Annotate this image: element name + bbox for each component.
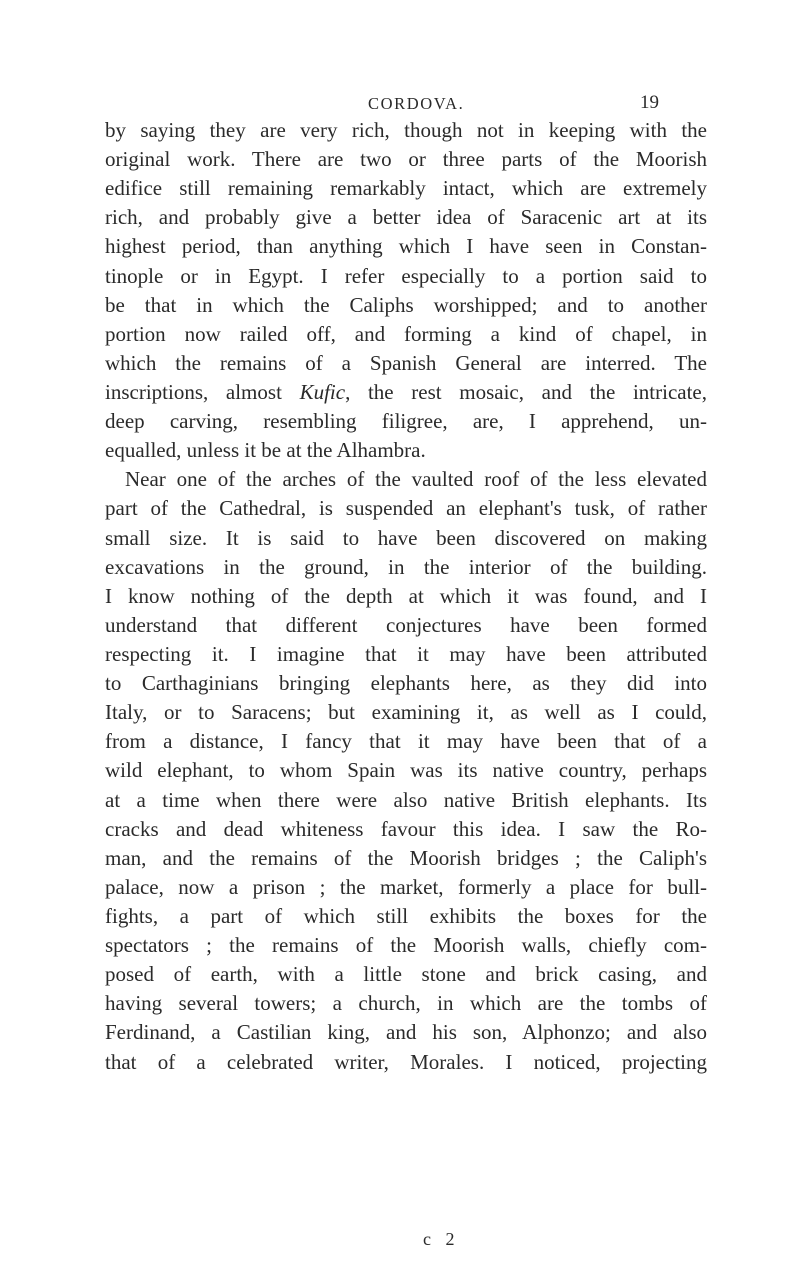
text-line: part of the Cathedral, is suspended an elephant's tusk, of rather bbox=[105, 496, 707, 521]
text-line: respecting it. I imagine that it may have been attributed bbox=[105, 641, 707, 666]
text-line: by saying they are very rich, though not in keeping with the bbox=[105, 118, 707, 142]
text-line: man, and the remains of the Moorish bridges ; the Caliph's bbox=[105, 845, 707, 870]
text-line: equalled, unless it be at the Alhambra. bbox=[105, 438, 426, 463]
text-line: tinople or in Egypt. I refer especially to a portion said to bbox=[105, 263, 707, 288]
text-line: wild elephant, to whom Spain was its native country, perhaps bbox=[105, 758, 707, 783]
text-line: edifice still remaining remarkably intact, which are extremely bbox=[105, 176, 707, 201]
body-text bbox=[105, 116, 707, 1077]
text-line: that of a celebrated writer, Morales. I noticed, projecting bbox=[105, 1049, 707, 1074]
paragraph-start: Near one of the arches of the vaulted roof of the less elevated bbox=[125, 467, 707, 492]
page-number: 19 bbox=[640, 92, 659, 113]
text-line-kufic: inscriptions, almost Kufic, the rest mosaic, and the intricate, bbox=[105, 379, 707, 404]
text-line: which the remains of a Spanish General are interred. The bbox=[105, 350, 707, 375]
running-head: CORDOVA. bbox=[368, 94, 465, 113]
text-line: palace, now a prison ; the market, formerly a place for bull- bbox=[105, 874, 707, 899]
signature-mark: c 2 bbox=[423, 1229, 460, 1249]
text-line: be that in which the Caliphs worshipped; and to another bbox=[105, 292, 707, 317]
text-line: from a distance, I fancy that it may have been that of a bbox=[105, 729, 707, 754]
text-line: spectators ; the remains of the Moorish walls, chiefly com- bbox=[105, 933, 707, 958]
text-line: at a time when there were also native British elephants. Its bbox=[105, 787, 707, 812]
text-line: to Carthaginians bringing elephants here, as they did into bbox=[105, 671, 707, 696]
text-line: understand that different conjectures have been formed bbox=[105, 612, 707, 637]
text-line: portion now railed off, and forming a kind of chapel, in bbox=[105, 321, 707, 346]
text-line: small size. It is said to have been discovered on making bbox=[105, 525, 707, 550]
text-line: Ferdinand, a Castilian king, and his son, Alphonzo; and also bbox=[105, 1020, 707, 1045]
text-line: Italy, or to Saracens; but examining it, as well as I could, bbox=[105, 700, 707, 725]
text-line: original work. There are two or three parts of the Moorish bbox=[105, 147, 707, 172]
text-line: highest period, than anything which I have seen in Constan- bbox=[105, 234, 707, 259]
text-line: cracks and dead whiteness favour this idea. I saw the Ro- bbox=[105, 816, 707, 841]
text-line: rich, and probably give a better idea of Saracenic art at its bbox=[105, 205, 707, 230]
text-line: excavations in the ground, in the interior of the building. bbox=[105, 554, 707, 579]
text-line: I know nothing of the depth at which it was found, and I bbox=[105, 583, 707, 608]
text-line: deep carving, resembling filigree, are, I apprehend, un- bbox=[105, 409, 707, 434]
text-line: having several towers; a church, in which are the tombs of bbox=[105, 991, 707, 1016]
text-line: posed of earth, with a little stone and brick casing, and bbox=[105, 962, 707, 987]
text-line: fights, a part of which still exhibits the boxes for the bbox=[105, 903, 707, 928]
